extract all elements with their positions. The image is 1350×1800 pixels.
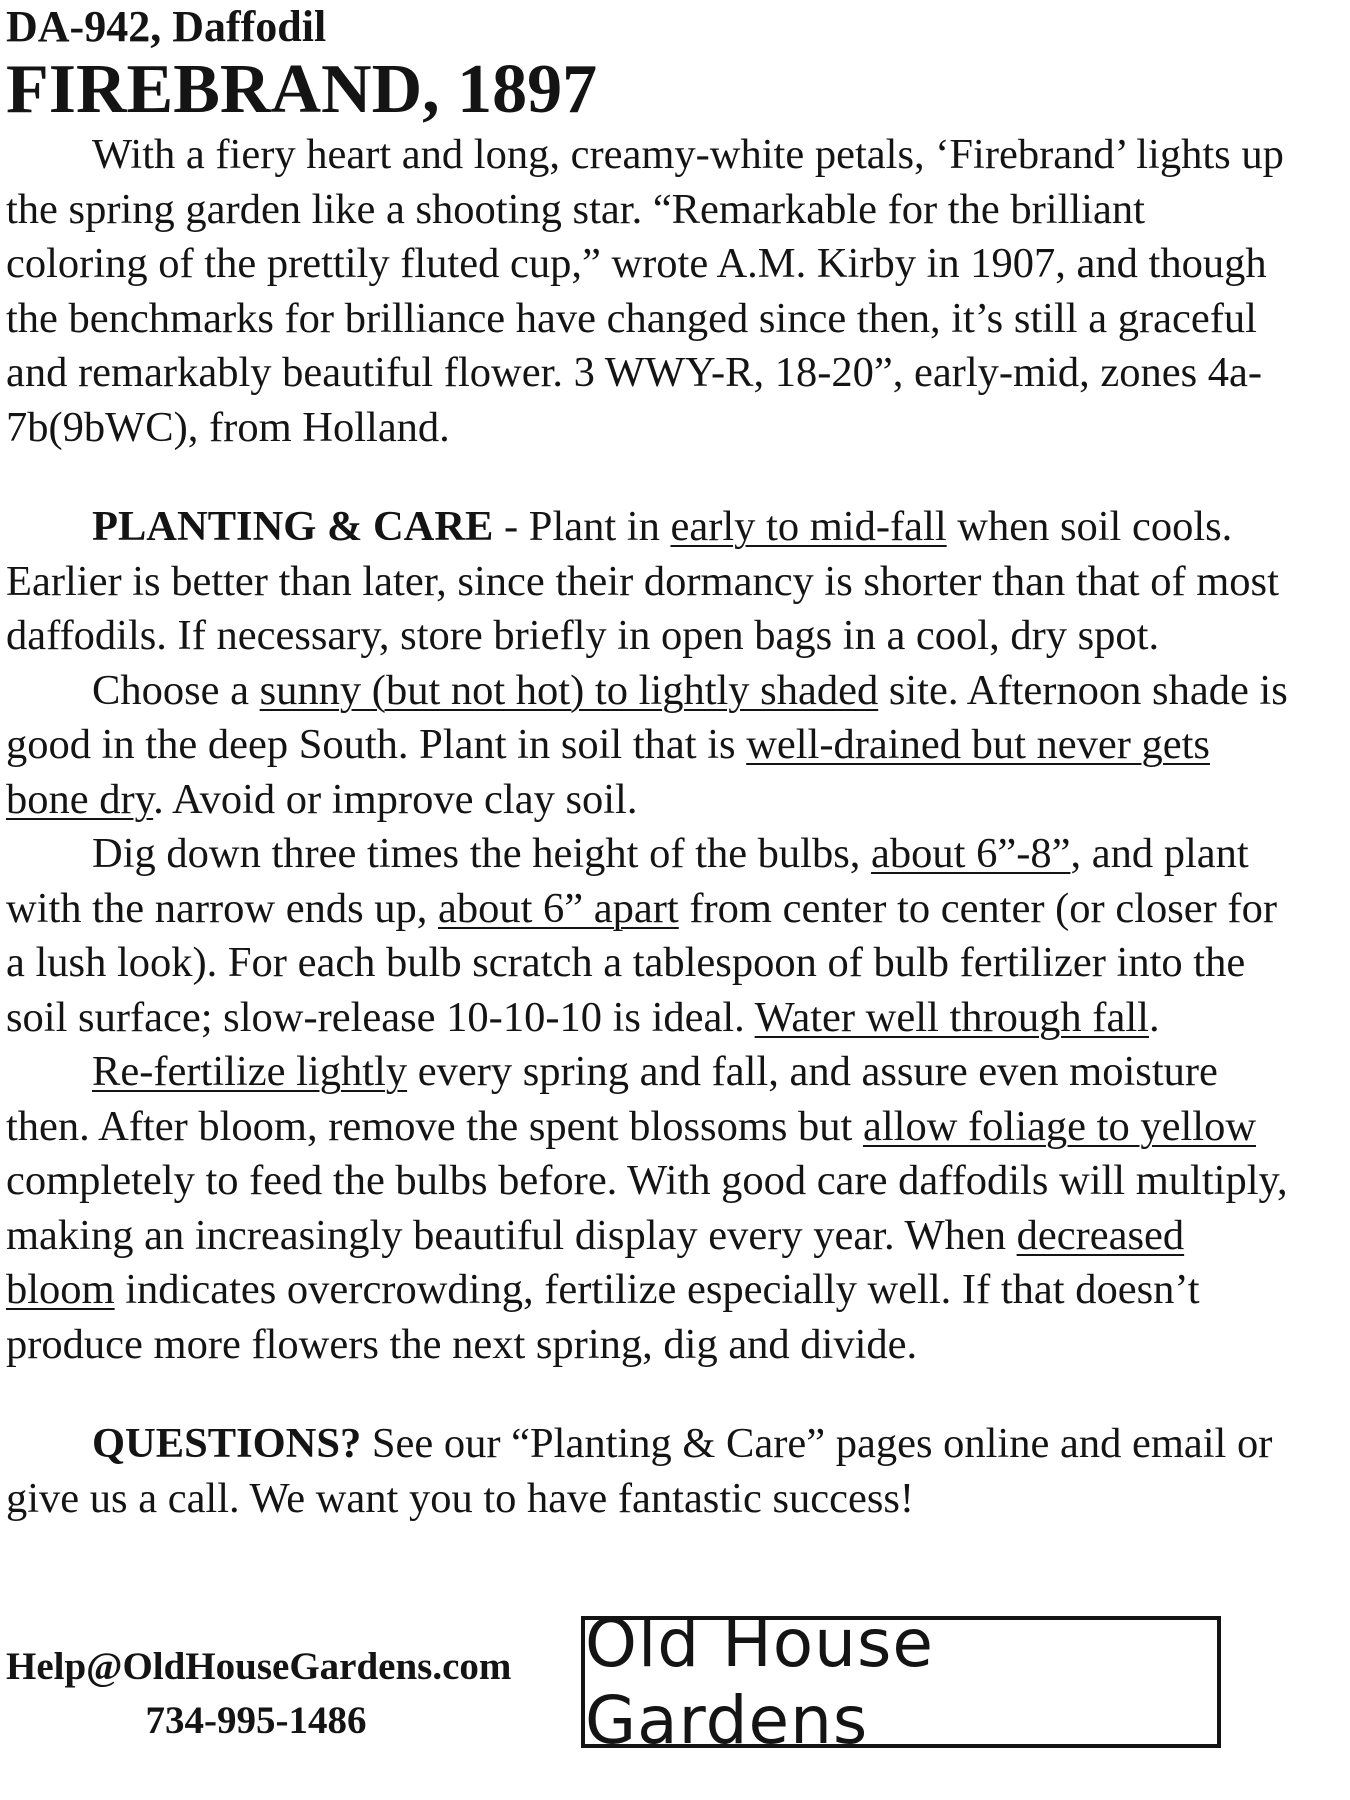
intro-paragraph: With a fiery heart and long, creamy-white petals, ‘Firebrand’ lights up the spring garden like a shooting star. “Remarkable for the brilliant coloring of the prettily fluted cup,” wrote A.M. Kirby in 1907, and though the benchmarks for brilliance have changed since then, it’s still a graceful and remarkably beautiful flower. 3 WWY-R, 18-20”, early-mid, zones 4a-7b(9bWC), from Holland. <box>6 131 1284 451</box>
contact-block <box>6 1640 512 1748</box>
logo-text: Old House Gardens <box>585 1605 934 1759</box>
text-run: from center to center (or closer for a lush look). For each bulb scratch a tablespoon of bulb fertilizer into the soil surface; slow-release 10-10-10 is ideal. <box>6 884 1277 1041</box>
text-run: - Plant in <box>493 503 671 550</box>
spacer <box>6 1372 1296 1417</box>
emphasis-run: about 6”-8” <box>871 830 1071 877</box>
product-code: DA-942, Daffodil <box>6 2 327 51</box>
text-run: . Avoid or improve clay soil. <box>153 775 638 823</box>
planting-heading: PLANTING & CARE <box>92 503 494 550</box>
emphasis-run: Re-fertilize lightly <box>92 1048 408 1095</box>
text-run: indicates overcrowding, fertilize especially well. If that doesn’t produce more flowers the next spring, dig and divide. <box>6 1266 1200 1368</box>
text-run: , and plant with the narrow ends up, <box>6 830 1249 932</box>
text-run: when soil cools. Earlier is better than later, since their dormancy is shorter than that of most daffodils. If necessary, store briefly in open bags in a cool, dry spot. <box>6 503 1279 659</box>
logo <box>581 1605 1221 1759</box>
emphasis-run: allow foliage to yellow <box>862 1102 1257 1150</box>
planting-paragraph-3 <box>6 827 1296 1045</box>
planting-paragraph-4 <box>6 1045 1296 1372</box>
text-run: . <box>1148 993 1160 1041</box>
phone-number: 734-995-1486 <box>145 1699 367 1742</box>
text-run: site. Afternoon shade is good in the deep South. Plant in soil that is <box>6 666 1288 768</box>
text-run: See our “Planting & Care” pages online and email or give us a call. We want you to have fantastic success! <box>6 1420 1273 1522</box>
body-text <box>6 128 1296 1526</box>
care-sheet <box>6 0 1296 1526</box>
text-run: every spring and fall, and assure even moisture then. After bloom, remove the spent blossoms but <box>6 1048 1218 1150</box>
emphasis-run: Water well through fall <box>754 993 1149 1041</box>
emphasis-run: decreased bloom <box>6 1211 1185 1313</box>
spacer <box>6 455 1296 500</box>
questions-paragraph <box>6 1417 1296 1526</box>
planting-paragraph-2 <box>6 664 1296 828</box>
text-run: Dig down three times the height of the bulbs, <box>92 830 872 877</box>
emphasis-run: well-drained but never gets bone dry <box>6 721 1210 823</box>
emphasis-run: early to mid-fall <box>670 503 947 550</box>
text-run: Choose a <box>92 666 260 714</box>
questions-heading: QUESTIONS? <box>92 1420 362 1467</box>
email-link[interactable]: Help@OldHouseGardens.com <box>6 1645 512 1688</box>
page-title: FIREBRAND, 1897 <box>6 51 598 128</box>
text-run: completely to feed the bulbs before. With good care daffodils will multiply, making an increasingly beautiful display every year. When <box>6 1157 1288 1259</box>
planting-paragraph-1 <box>6 500 1296 664</box>
emphasis-run: about 6” apart <box>438 884 679 932</box>
emphasis-run: sunny (but not hot) to lightly shaded <box>259 666 879 714</box>
